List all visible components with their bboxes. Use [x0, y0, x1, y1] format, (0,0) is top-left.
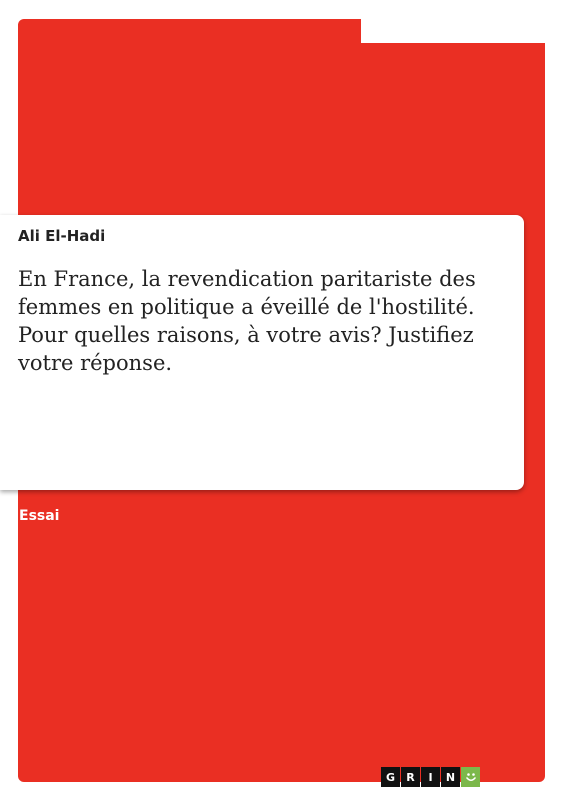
- author-name: Ali El-Hadi: [18, 227, 106, 245]
- logo-letter-n: N: [441, 767, 460, 787]
- logo-letter-i: I: [421, 767, 440, 787]
- logo-letter-r: R: [401, 767, 420, 787]
- document-type-label: Essai: [19, 508, 60, 524]
- document-title: En France, la revendication paritariste des femmes en politique a éveillé de l'hostilité. Pour quelles raisons, à votre avis? Justifiez votre réponse.: [18, 267, 476, 375]
- title-card: [0, 215, 524, 490]
- logo-letter-g: G: [381, 767, 400, 787]
- cover-tab-notch: [361, 19, 551, 43]
- publisher-logo: [381, 767, 480, 787]
- smiley-icon: [461, 767, 480, 787]
